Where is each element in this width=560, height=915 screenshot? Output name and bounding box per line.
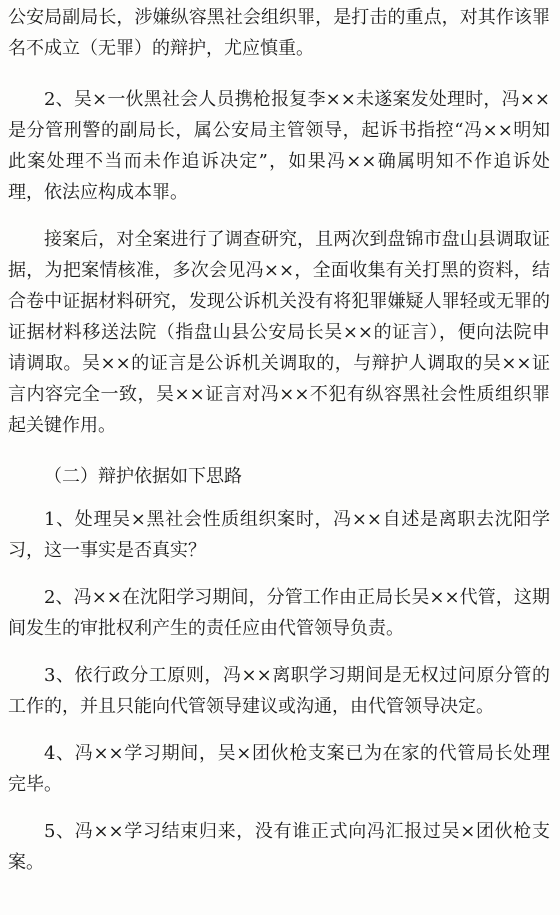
paragraph-reason-4: 4、冯××学习期间，吴×团伙枪支案已为在家的代管局长处理完毕。 bbox=[8, 743, 550, 795]
paragraph-continuation: 公安局副局长，涉嫌纵容黑社会组织罪，是打击的重点，对其作该罪名不成立（无罪）的辩护，尤应慎重。 bbox=[8, 7, 550, 59]
paragraph-reason-5: 5、冯××学习结束归来，没有谁正式向冯汇报过吴×团伙枪支案。 bbox=[8, 821, 550, 873]
section-heading: （二）辩护依据如下思路 bbox=[44, 466, 242, 487]
paragraph-reason-2: 2、冯××在沈阳学习期间，分管工作由正局长吴××代管，这期间发生的审批权利产生的责任应由代管领导负责。 bbox=[8, 587, 550, 639]
paragraph-reason-3: 3、依行政分工原则，冯××离职学习期间是无权过问原分管的工作的，并且只能向代管领导建议或沟通，由代管领导决定。 bbox=[8, 665, 550, 717]
paragraph-point-2: 2、吴×一伙黑社会人员携枪报复李××未遂案发处理时，冯××是分管刑警的副局长，属公安局主管领导，起诉书指控“冯××明知此案处理不当而未作追诉决定”，如果冯××确属明知不作追诉处理，依法应构成本罪。 bbox=[8, 89, 550, 203]
paragraph-case-investigation: 接案后，对全案进行了调查研究，且两次到盘锦市盘山县调取证据，为把案情核准，多次会见冯××，全面收集有关打黑的资料，结合卷中证据材料研究，发现公诉机关没有将犯罪嫌疑人罪轻或无罪的证据材料移送法院（指盘山县公安局长吴××的证言），便向法院申请调取。吴××的证言是公诉机关调取的，与辩护人调取的吴××证言内容完全一致，吴××证言对冯××不犯有纵容黑社会性质组织罪起关键作用。 bbox=[8, 229, 550, 436]
paragraph-reason-1: 1、处理吴×黑社会性质组织案时，冯××自述是离职去沈阳学习，这一事实是否真实？ bbox=[8, 509, 550, 561]
